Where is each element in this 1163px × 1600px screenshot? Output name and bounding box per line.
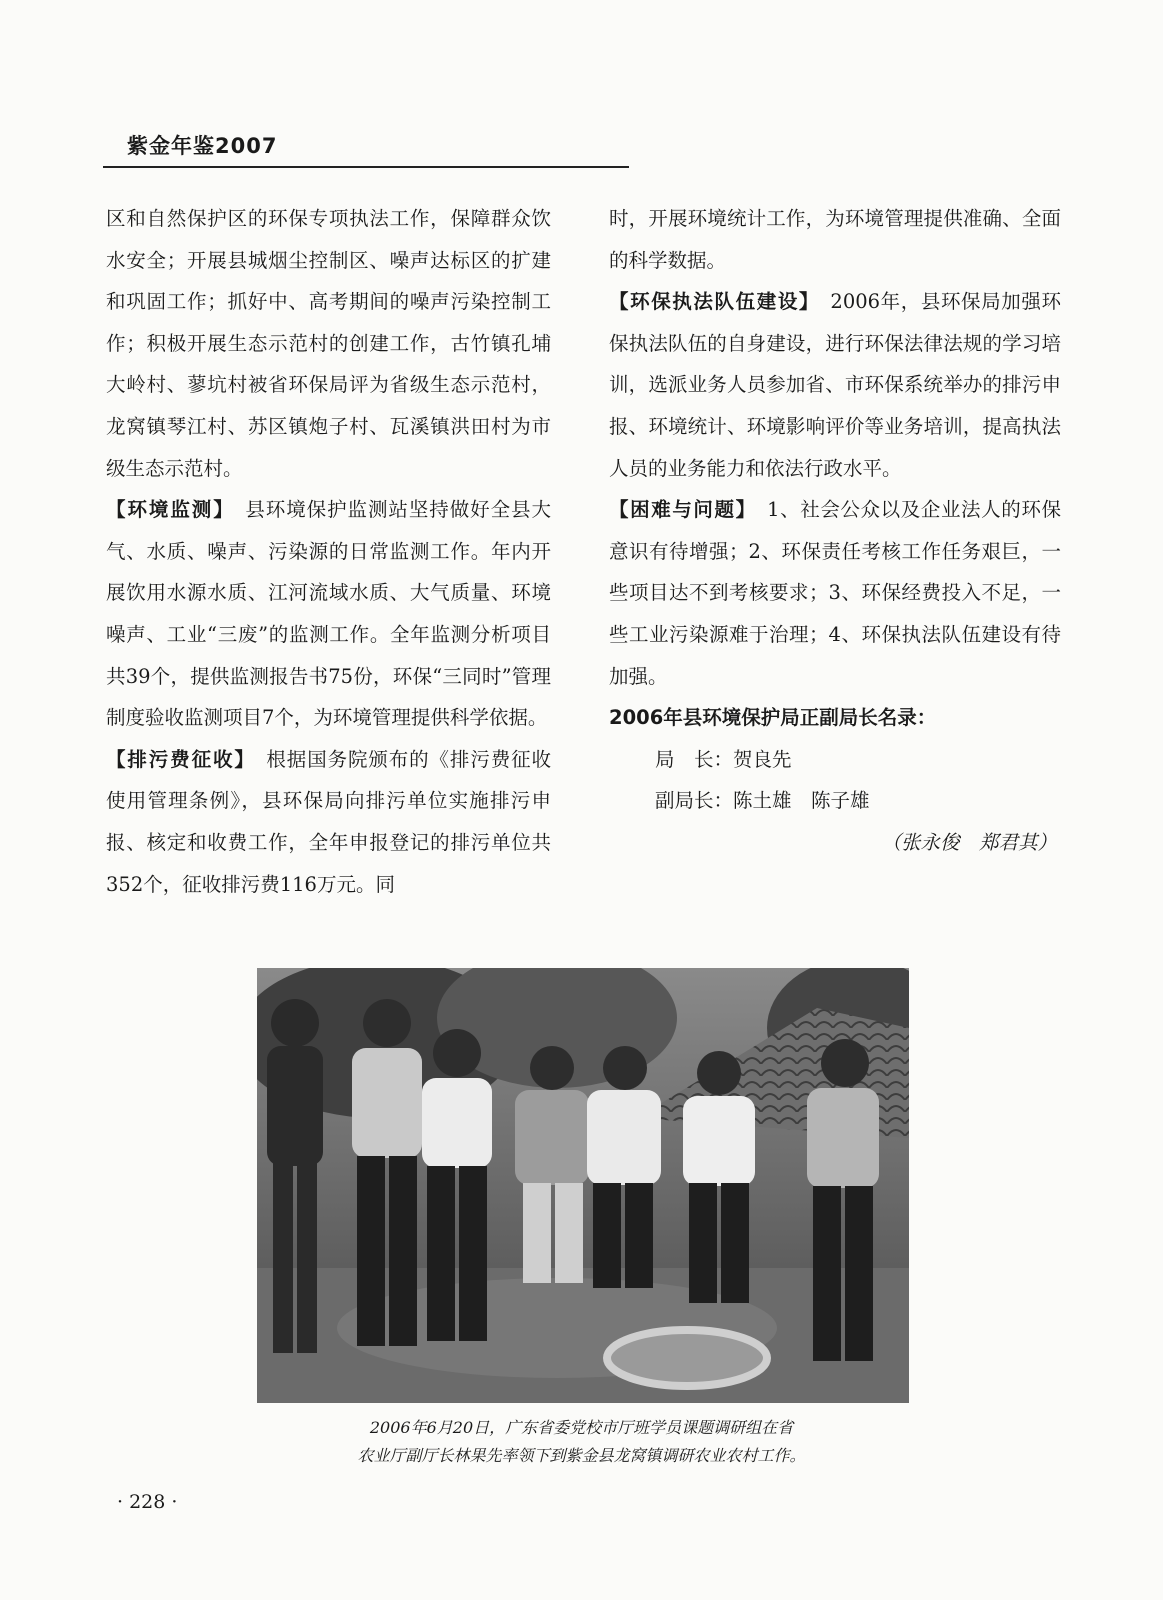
- section-difficulties: [609, 489, 1061, 697]
- section-body: 根据国务院颁布的《排污费征收使用管理条例》，县环保局向排污单位实施排污申报、核定和收费工作，全年申报登记的排污单位共352个，征收排污费116万元。同: [106, 747, 551, 896]
- section-body: 县环境保护监测站坚持做好全县大气、水质、噪声、污染源的日常监测工作。年内开展饮用水源水质、江河流域水质、大气质量、环境噪声、工业“三废”的监测工作。全年监测分析项目共39个，提供监测报告书75份，环保“三同时”管理制度验收监测项目7个，为环境管理提供科学依据。: [106, 498, 551, 730]
- section-environment-monitoring: [106, 489, 551, 739]
- running-header: 紫金年鉴2007: [127, 134, 278, 158]
- section-heading: 【环保执法队伍建设】: [609, 290, 811, 314]
- caption-line: 2006年6月20日，广东省委党校市厅班学员课题调研组在省: [369, 1418, 794, 1437]
- authors-credit: （张永俊 郑君其）: [881, 830, 1057, 854]
- right-column: [609, 198, 1061, 864]
- section-heading: 【困难与问题】: [609, 498, 747, 522]
- news-photo: [257, 968, 909, 1403]
- paragraph-continued: 时，开展环境统计工作，为环境管理提供准确、全面的科学数据。: [609, 207, 1061, 272]
- deputy-director-entry: 副局长：陈土雄 陈子雄: [655, 789, 870, 813]
- paragraph-continued: 区和自然保护区的环保专项执法工作，保障群众饮水安全；开展县城烟尘控制区、噪声达标区的扩建和巩固工作；抓好中、高考期间的噪声污染控制工作；积极开展生态示范村的创建工作，古竹镇孔埔大岭村、蓼坑村被省环保局评为省级生态示范村，龙窝镇琴江村、苏区镇炮子村、瓦溪镇洪田村为市级生态示范村。: [106, 207, 551, 480]
- header-rule: [103, 166, 629, 168]
- section-body: 1、社会公众以及企业法人的环保意识有待增强；2、环保责任考核工作任务艰巨，一些项目达不到考核要求；3、环保经费投入不足，一些工业污染源难于治理；4、环保执法队伍建设有待加强。: [609, 498, 1061, 688]
- left-column: [106, 198, 551, 905]
- photo-caption: [200, 1414, 963, 1470]
- page-number: · 228 ·: [117, 1491, 178, 1513]
- section-pollution-fee: [106, 739, 551, 905]
- officials-list-title: 2006年县环境保护局正副局长名录：: [609, 706, 937, 730]
- section-heading: 【环境监测】: [106, 498, 225, 522]
- caption-line: 农业厅副厅长林果先率领下到紫金县龙窝镇调研农业农村工作。: [357, 1446, 806, 1465]
- section-body: 2006年，县环保局加强环保执法队伍的自身建设，进行环保法律法规的学习培训，选派业务人员参加省、市环保系统举办的排污申报、环境统计、环境影响评价等业务培训，提高执法人员的业务能力和依法行政水平。: [609, 290, 1061, 480]
- section-heading: 【排污费征收】: [106, 747, 246, 771]
- director-entry: 局 长：贺良先: [655, 747, 792, 771]
- section-enforcement-team: [609, 281, 1061, 489]
